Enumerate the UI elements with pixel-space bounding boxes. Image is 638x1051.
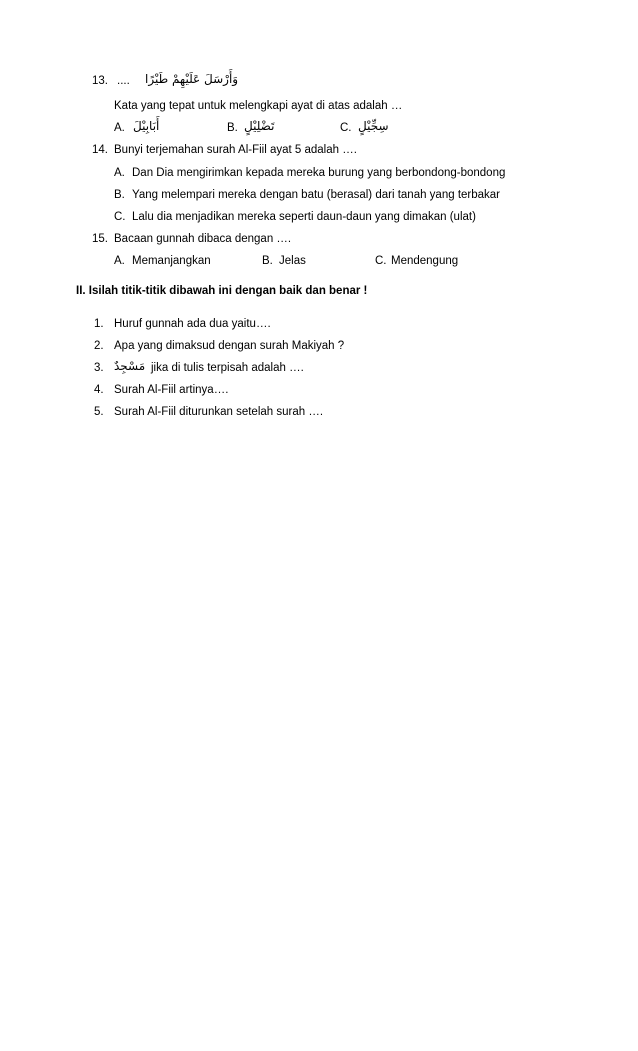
option-label: C. <box>340 122 352 134</box>
item-number: 2. <box>94 340 104 352</box>
option-text: سِجِّيْلٍ <box>358 119 389 133</box>
option-text: أَبَابِيْلَ <box>133 119 160 133</box>
question-prompt: Bunyi terjemahan surah Al-Fiil ayat 5 adalah …. <box>114 144 357 156</box>
question-number: 15. <box>92 233 108 245</box>
option-text: Jelas <box>279 255 306 267</box>
option-text: Memanjangkan <box>132 255 211 267</box>
option-label: B. <box>227 122 238 134</box>
item-number: 4. <box>94 384 104 396</box>
option-text: تَضْلِيْلٍ <box>244 119 275 133</box>
question-prompt: Bacaan gunnah dibaca dengan …. <box>114 233 292 245</box>
option-text: Dan Dia mengirimkan kepada mereka burung yang berbondong-bondong <box>132 167 506 179</box>
option-text: Lalu dia menjadikan mereka seperti daun-daun yang dimakan (ulat) <box>132 211 476 223</box>
option-label: C. <box>114 211 126 223</box>
question-prompt: Kata yang tepat untuk melengkapi ayat di atas adalah … <box>114 100 403 112</box>
option-text: Mendengung <box>391 255 459 267</box>
item-number: 3. <box>94 362 104 374</box>
option-label: C. <box>375 255 387 267</box>
item-text: Huruf gunnah ada dua yaitu…. <box>114 318 271 330</box>
option-label: A. <box>114 122 125 134</box>
item-text: Surah Al-Fiil diturunkan setelah surah …. <box>114 406 324 418</box>
option-label: A. <box>114 255 125 267</box>
section-heading: II. Isilah titik-titik dibawah ini dengan baik dan benar ! <box>76 285 368 297</box>
item-arabic-word: مَسْجِدٌ <box>114 359 146 373</box>
arabic-verse: وَأَرْسَلَ عَلَيْهِمْ طَيْرًا <box>145 72 239 86</box>
item-number: 1. <box>94 318 104 330</box>
question-number: 13. <box>92 75 108 87</box>
question-number: 14. <box>92 144 108 156</box>
item-text: Apa yang dimaksud dengan surah Makiyah ? <box>114 340 345 352</box>
option-label: B. <box>114 189 125 201</box>
item-number: 5. <box>94 406 104 418</box>
option-text: Yang melempari mereka dengan batu (berasal) dari tanah yang terbakar <box>132 189 500 201</box>
item-text: Surah Al-Fiil artinya…. <box>114 384 229 396</box>
item-text: jika di tulis terpisah adalah …. <box>151 362 304 374</box>
question-blank: .... <box>117 75 130 87</box>
option-label: A. <box>114 167 125 179</box>
option-label: B. <box>262 255 273 267</box>
